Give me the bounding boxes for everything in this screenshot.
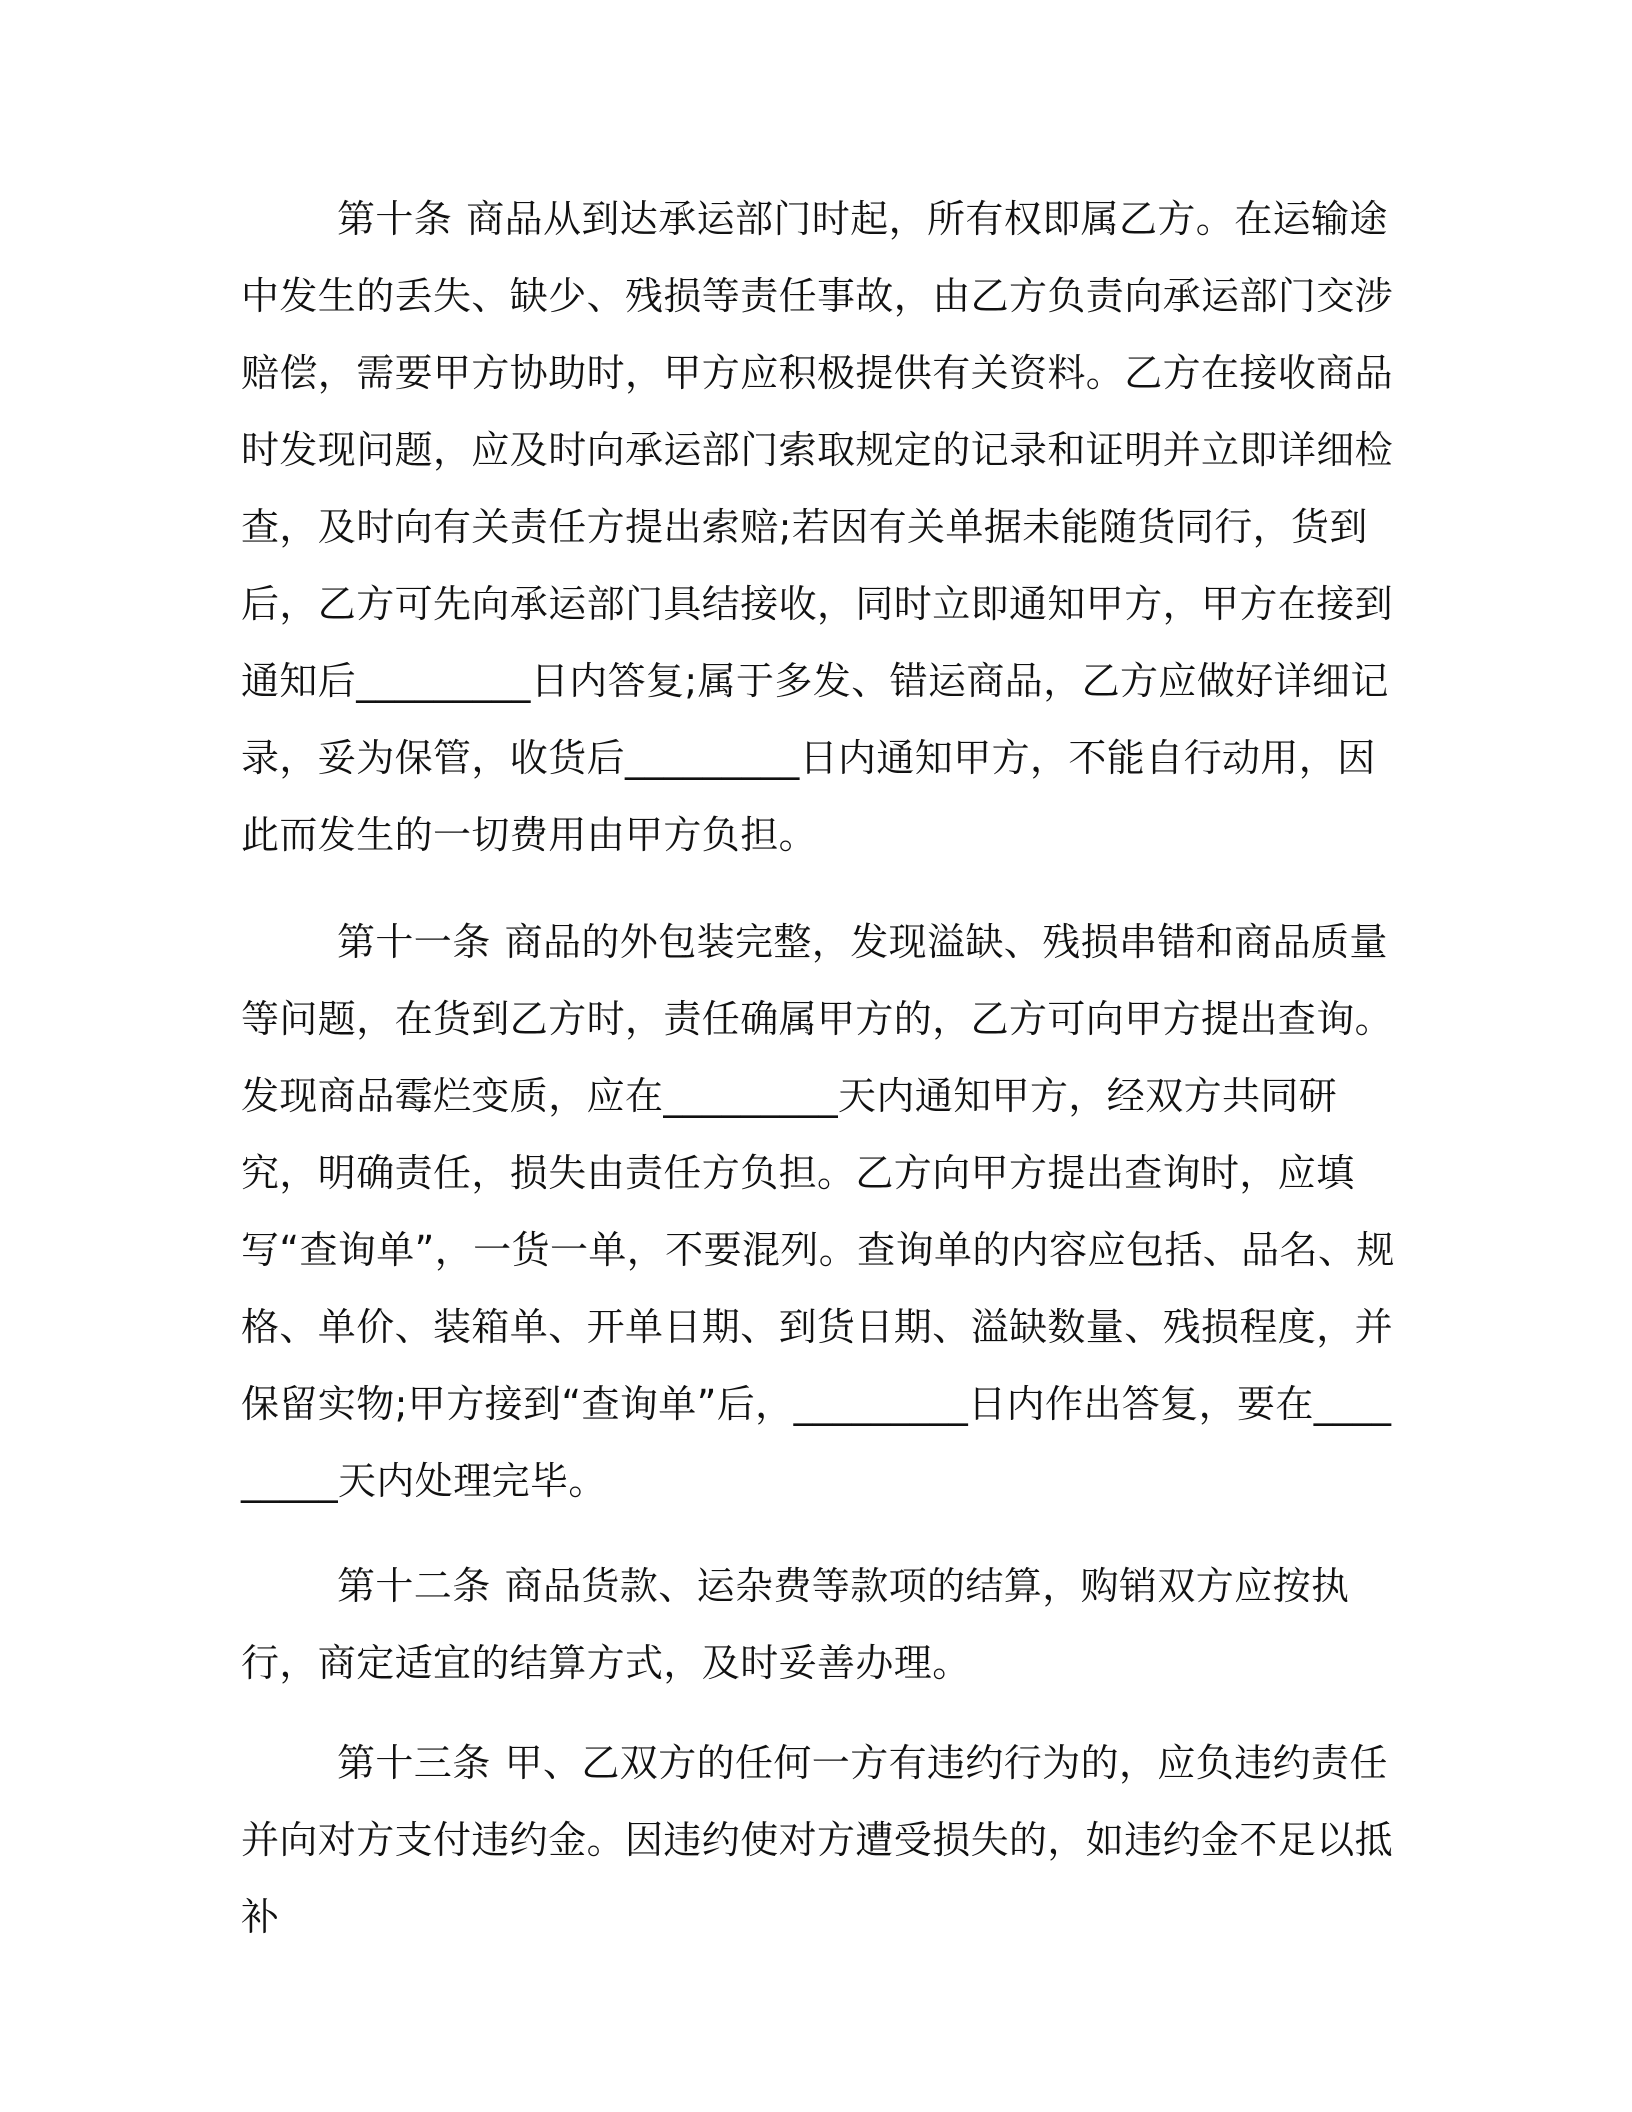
article-11-paragraph [241,904,1401,1520]
article-10-number: 第十条 [337,197,453,241]
article-13-paragraph [241,1725,1401,1956]
article-11-text: 商品的外包装完整，发现溢缺、残损串错和商品质量等问题，在货到乙方时，责任确属甲方的，乙方可向甲方提出查询。发现商品霉烂变质，应在_________天内通知甲方，经双方共同研究，明确责任，损失由责任方负担。乙方向甲方提出查询时，应填写“查询单”，一货一单，不要混列。查询单的内容应包括、品名、规格、单价、装箱单、开单日期、到货日期、溢缺数量、残损程度，并保留实物;甲方接到“查询单”后，_________日内作出答复，要在_________天内处理完毕。 [241,920,1395,1503]
article-11-number: 第十一条 [337,920,491,964]
article-10-text: 商品从到达承运部门时起，所有权即属乙方。在运输途中发生的丢失、缺少、残损等责任事故，由乙方负责向承运部门交涉赔偿，需要甲方协助时，甲方应积极提供有关资料。乙方在接收商品时发现问题，应及时向承运部门索取规定的记录和证明并立即详细检查，及时向有关责任方提出索赔;若因有关单据未能随货同行，货到后，乙方可先向承运部门具结接收，同时立即通知甲方，甲方在接到通知后_________日内答复;属于多发、错运商品，乙方应做好详细记录，妥为保管，收货后_________日内通知甲方，不能自行动用，因此而发生的一切费用由甲方负担。 [241,197,1394,857]
article-10-paragraph [241,181,1401,874]
article-12-paragraph [241,1548,1401,1702]
article-12-number: 第十二条 [337,1564,491,1608]
article-13-text: 甲、乙双方的任何一方有违约行为的，应负违约责任并向对方支付违约金。因违约使对方遭受损失的，如违约金不足以抵补 [241,1741,1394,1939]
article-12-text: 商品货款、运杂费等款项的结算，购销双方应按执行，商定适宜的结算方式，及时妥善办理。 [241,1564,1350,1685]
article-13-number: 第十三条 [337,1741,491,1785]
